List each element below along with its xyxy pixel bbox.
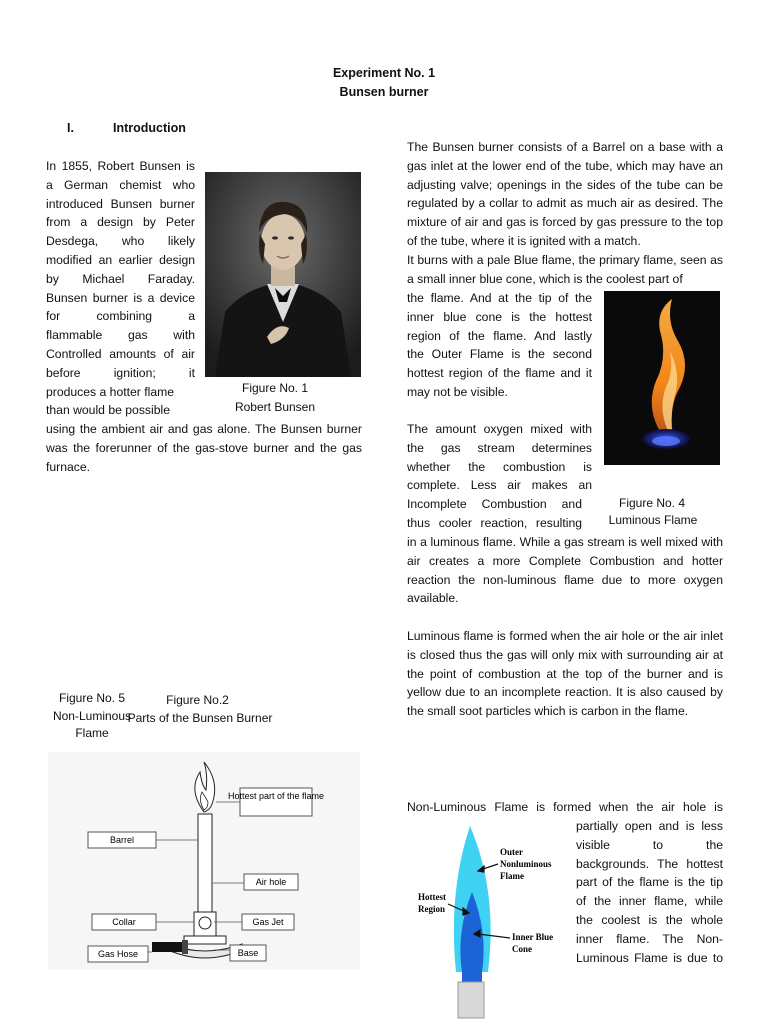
label-gas-hose: Gas Hose xyxy=(97,949,139,959)
right-paragraph-2b: the flame. And at the tip of the inner blue cone is the hottest region of the flame. And lastly the Outer Flame is the second hottest region of the flame and it may not be visible. xyxy=(407,291,592,399)
right-paragraph-4: Luminous flame is formed when the air hole or the air inlet is closed thus the gas will only mix with surrounding air at the point of combustion at the top of the burner and is yellow due to an incomplete reaction. It is also caused by the small soot particles which is carbon in the flame. xyxy=(407,629,723,719)
label-hottest: Hottest xyxy=(418,892,446,902)
intro-paragraph-continued: using the ambient air and gas alone. The Bunsen burner was the forerunner of the gas-stove burner and the gas furnace. xyxy=(46,422,362,474)
figure2-label: Figure No.2 xyxy=(166,693,229,707)
label-base: Base xyxy=(237,948,259,958)
intro-paragraph: In 1855, Robert Bunsen is a German chemist who introduced Bunsen burner from a design by Peter Desdega, who likely modified an earlier design by Michael Faraday. Bunsen burner is a device for combining a flammable gas with Controlled amounts of air before ignition; it produces a hotter flame than would be possible xyxy=(46,159,195,418)
figure5-label: Figure No. 5 xyxy=(58,691,126,705)
robert-bunsen-portrait xyxy=(205,172,361,377)
label-region: Region xyxy=(418,904,445,914)
right-paragraph-5b: partially open and is less visible to the backgrounds. The hottest part of the flame is the tip of the inner flame, while the coolest is the whole inner flame. The Non- Luminous Flame is due to xyxy=(576,819,723,965)
figure1-label: Figure No. 1 xyxy=(241,381,309,395)
right-paragraph-2a: It burns with a pale Blue flame, the primary flame, seen as a small inner blue cone, which is the coolest part of xyxy=(407,253,723,286)
non-luminous-flame-diagram xyxy=(412,822,572,1020)
right-paragraph-5a: Non-Luminous Flame is formed when the air hole is xyxy=(407,800,723,814)
label-air-hole: Air hole xyxy=(255,877,287,887)
label-gas-jet: Gas Jet xyxy=(252,917,284,927)
right-paragraph-1: The Bunsen burner consists of a Barrel on a base with a gas inlet at the lower end of the tube, which may have an adjusting valve; openings in the sides of the tube can be regulated by a collar to admit as much air as desired. The mixture of air and gas is forced by gas pressure to the top of the tube, where it is ignited with a match. xyxy=(407,140,723,248)
label-barrel: Barrel xyxy=(109,835,135,845)
label-cone: Cone xyxy=(512,944,532,954)
section-number: I. xyxy=(67,121,74,135)
figure4-caption: Luminous Flame xyxy=(608,513,698,527)
right-paragraph-3b: Incomplete Combustion and thus cooler reaction, resulting xyxy=(407,497,582,530)
label-hottest-part: Hottest part of the flame xyxy=(227,791,325,801)
luminous-flame-photo xyxy=(604,291,720,465)
bunsen-burner-diagram xyxy=(48,752,360,970)
section-heading: Introduction xyxy=(113,121,186,135)
page-title: Experiment No. 1 xyxy=(332,66,436,80)
figure5-caption-line1: Non-Luminous xyxy=(52,709,132,723)
figure2-caption: Parts of the Bunsen Burner xyxy=(127,711,273,725)
figure5-caption-line2: Flame xyxy=(75,726,109,740)
label-nonluminous: Nonluminous xyxy=(500,859,552,869)
label-flame: Flame xyxy=(500,871,524,881)
figure4-label: Figure No. 4 xyxy=(618,496,686,510)
page-subtitle: Bunsen burner xyxy=(339,85,429,99)
right-paragraph-3c: in a luminous flame. While a gas stream is well mixed with air creates a more Complete Combustion and hotter reaction the non-luminous flame due to more oxygen available. xyxy=(407,535,723,606)
label-outer: Outer xyxy=(500,847,523,857)
label-collar: Collar xyxy=(112,917,136,927)
right-paragraph-3a: The amount oxygen mixed with the gas stream determines whether the combustion is complete. Less air makes an xyxy=(407,422,592,493)
figure1-caption: Robert Bunsen xyxy=(234,400,316,414)
label-inner-blue: Inner Blue xyxy=(512,932,554,942)
